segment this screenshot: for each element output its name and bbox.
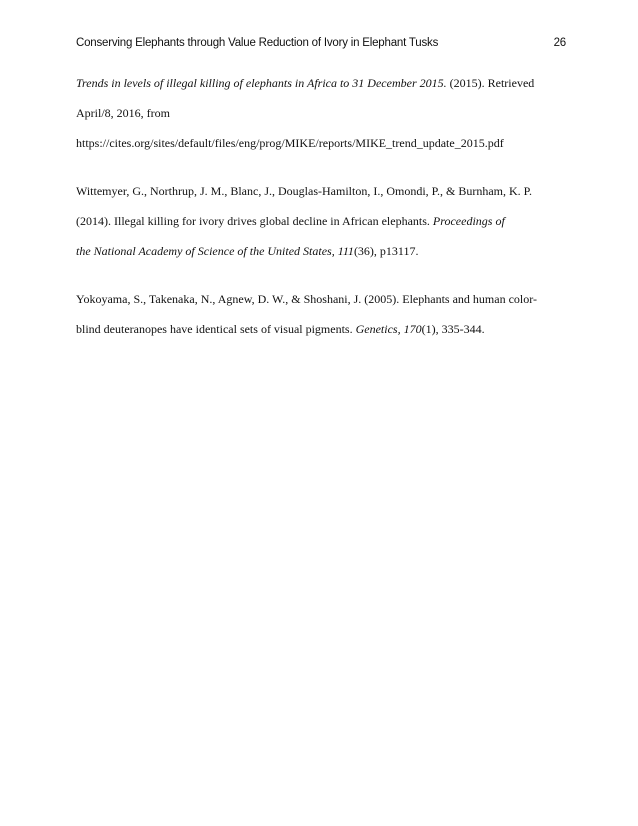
reference-line [76, 68, 566, 98]
reference-entry-wittemyer [76, 176, 566, 266]
reference-text: (2015). Retrieved [446, 76, 535, 90]
reference-journal: Proceedings of [432, 214, 505, 228]
reference-authors: Wittemyer, G., Northrup, J. M., Blanc, J., Douglas-Hamilton, I., Omondi, P., & Burnham, K. P. [76, 184, 533, 198]
page-header [76, 37, 566, 55]
reference-journal: Genetics, 170 [355, 322, 422, 336]
reference-line [76, 206, 566, 236]
page-number: 26 [553, 37, 566, 49]
reference-text: (1), 335-344. [421, 322, 485, 336]
reference-line [76, 236, 566, 266]
reference-url: https://cites.org/sites/default/files/eng/prog/MIKE/reports/MIKE_trend_update_2015.pdf [76, 136, 504, 150]
reference-title: Trends in levels of illegal killing of elephants in Africa to 31 December 2015. [76, 76, 447, 90]
reference-text: blind deuteranopes have identical sets of visual pigments. [76, 322, 356, 336]
reference-list [76, 68, 566, 362]
reference-text: (2014). Illegal killing for ivory drives global decline in African elephants. [76, 214, 433, 228]
reference-text: (36), p13117. [353, 244, 419, 258]
reference-line: April/8, 2016, from [76, 106, 170, 120]
running-head: Conserving Elephants through Value Reduction of Ivory in Elephant Tusks [76, 37, 439, 49]
reference-entry-cites [76, 68, 566, 158]
reference-authors: Yokoyama, S., Takenaka, N., Agnew, D. W., & Shoshani, J. (2005). Elephants and human color- [76, 292, 537, 306]
reference-journal: the National Academy of Science of the United States, 111 [76, 244, 354, 258]
reference-entry-yokoyama [76, 284, 566, 344]
reference-line [76, 314, 566, 344]
